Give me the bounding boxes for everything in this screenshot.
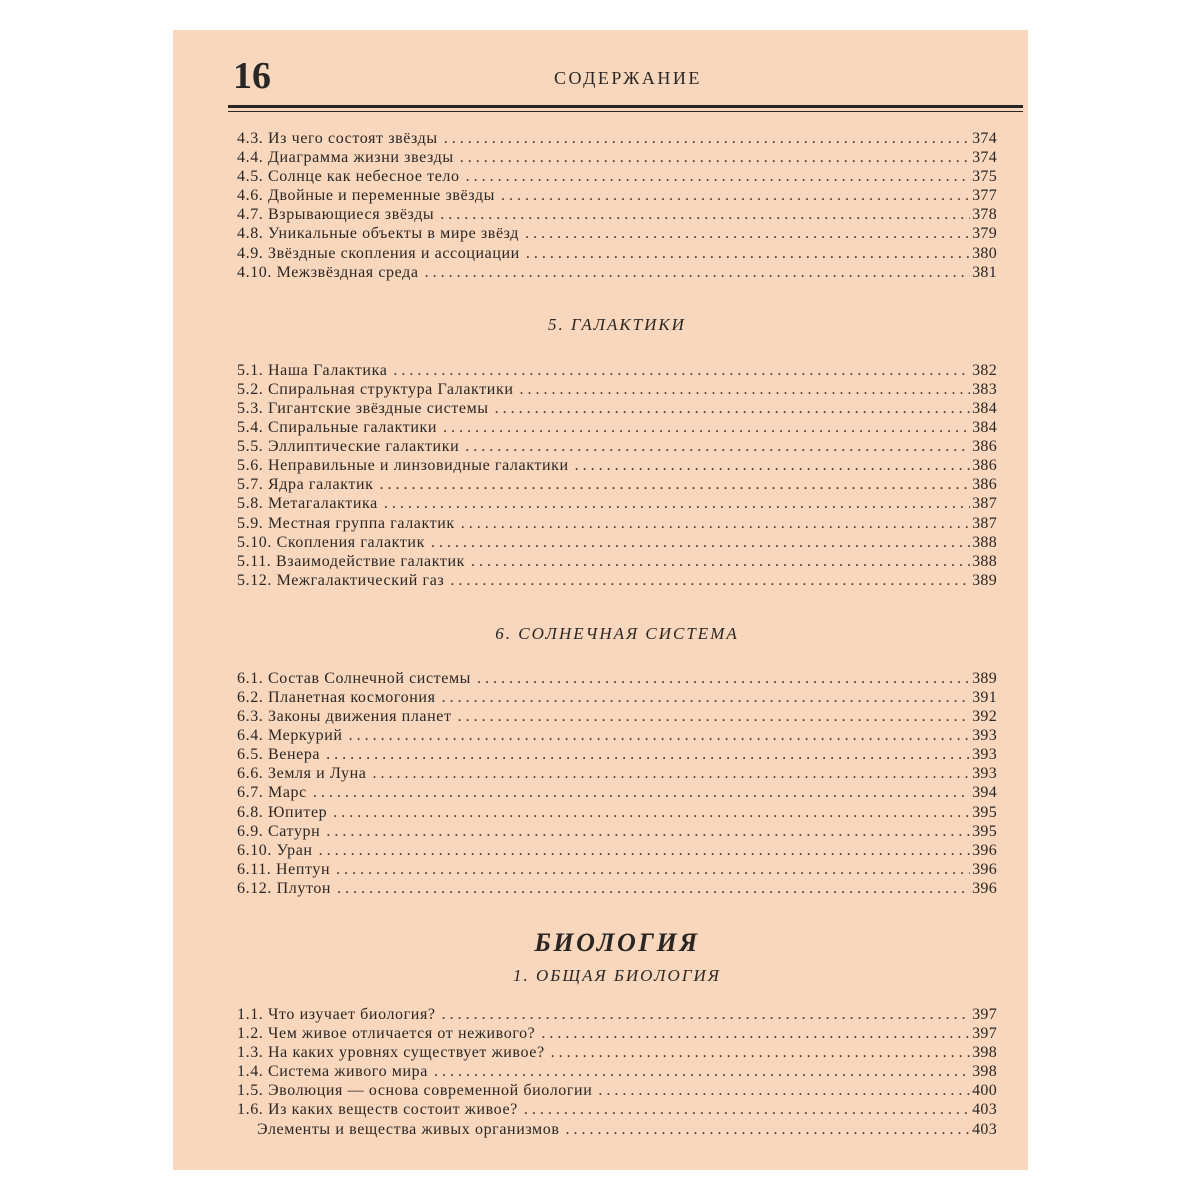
toc-entry-label: Элементы и вещества живых организмов: [257, 1120, 560, 1138]
page-header: [233, 54, 1023, 104]
dot-leader: [458, 707, 971, 726]
toc-entry: [237, 803, 997, 822]
dot-leader: [575, 456, 970, 475]
toc-entry-label: 6.3. Законы движения планет: [237, 708, 452, 726]
toc-entry-label: 6.4. Меркурий: [237, 727, 343, 745]
toc-entry-page: 397: [972, 1025, 997, 1043]
toc-entry-page: 400: [972, 1082, 997, 1100]
section-heading-solar-system: 6. СОЛНЕЧНАЯ СИСТЕМА: [495, 623, 739, 643]
toc-entry: [237, 456, 997, 475]
dot-leader: [442, 1005, 970, 1024]
toc-entry-page: 378: [972, 206, 997, 224]
header-rule-thin: [228, 111, 1023, 112]
toc-entry-page: 395: [972, 822, 997, 840]
toc-entry-page: 395: [972, 803, 997, 821]
toc-entry-label: 1.5. Эволюция — основа современной биологии: [237, 1082, 593, 1100]
toc-entry: [237, 1081, 997, 1100]
dot-leader: [313, 783, 970, 802]
toc-entry-page: 397: [972, 1006, 997, 1023]
toc-entry: [237, 822, 997, 841]
toc-entry-page: 388: [972, 533, 997, 551]
toc-entry-page: 393: [972, 765, 997, 783]
dot-leader: [326, 745, 970, 764]
section-heading-galaxies: 5. ГАЛАКТИКИ: [548, 314, 686, 334]
toc-entry-label: 4.6. Двойные и переменные звёзды: [237, 187, 495, 205]
toc-entry-label: 5.11. Взаимодействие галактик: [237, 552, 466, 570]
toc-entry-page: 386: [972, 476, 997, 494]
toc-entry-page: 392: [972, 708, 997, 726]
part-heading-biology: БИОЛОГИЯ: [534, 928, 700, 957]
toc-entry-label: 5.10. Скопления галактик: [237, 533, 425, 551]
toc-entry-label: 1.6. Из каких веществ состоит живое?: [237, 1101, 518, 1119]
toc-entry: [237, 1100, 997, 1119]
toc-group-solar-system: [237, 669, 997, 898]
toc-entry: [237, 494, 997, 513]
toc-entry-label: 5.2. Спиральная структура Галактики: [237, 380, 514, 398]
dot-leader: [524, 1100, 970, 1119]
dot-leader: [465, 437, 970, 456]
toc-entry: [237, 1043, 997, 1062]
toc-entry: [237, 437, 997, 456]
toc-entry-label: 1.4. Система живого мира: [237, 1063, 428, 1081]
dot-leader: [434, 1062, 970, 1081]
toc-entry-label: 4.7. Взрывающиеся звёзды: [237, 206, 435, 224]
toc-entry-page: 398: [972, 1063, 997, 1081]
dot-leader: [336, 860, 970, 879]
toc-entry-label: 5.7. Ядра галактик: [237, 476, 374, 494]
dot-leader: [443, 418, 970, 437]
toc-entry-label: 6.10. Уран: [237, 841, 313, 859]
header-rule-thick: [228, 105, 1023, 108]
toc-entry-label: 5.6. Неправильные и линзовидные галактики: [237, 457, 569, 475]
toc-entry-page: 374: [972, 130, 997, 147]
dot-leader: [393, 361, 970, 380]
dot-leader: [541, 1024, 970, 1043]
book-page: [173, 30, 1028, 1170]
toc-entry-label: 5.3. Гигантские звёздные системы: [237, 399, 489, 417]
dot-leader: [461, 514, 970, 533]
dot-leader: [326, 822, 970, 841]
toc-entry: [237, 745, 997, 764]
toc-entry: [237, 1024, 997, 1043]
running-title: СОДЕРЖАНИЕ: [554, 68, 702, 88]
toc-entry: [237, 399, 997, 418]
dot-leader: [319, 841, 971, 860]
dot-leader: [431, 533, 970, 552]
toc-entry-page: 386: [972, 457, 997, 475]
toc-group-stars: [237, 129, 997, 282]
toc-entry-label: 5.12. Межгалактический газ: [237, 571, 445, 589]
toc-entry-page: 393: [972, 727, 997, 745]
toc-entry-page: 380: [972, 244, 997, 262]
toc-entry: [237, 879, 997, 898]
toc-entry: [237, 263, 997, 282]
toc-entry-page: 389: [972, 669, 997, 687]
toc-entry-label: 5.8. Метагалактика: [237, 495, 378, 513]
dot-leader: [501, 186, 970, 205]
toc-entry-label: 4.4. Диаграмма жизни звезды: [237, 149, 454, 167]
dot-leader: [566, 1120, 971, 1139]
toc-entry: [237, 205, 997, 224]
toc-entry-label: 5.5. Эллиптические галактики: [237, 438, 460, 456]
dot-leader: [380, 475, 971, 494]
toc-entry: [237, 148, 997, 167]
toc-entry-label: 6.2. Планетная космогония: [237, 688, 436, 706]
dot-leader: [598, 1081, 970, 1100]
toc-entry: [237, 475, 997, 494]
dot-leader: [425, 263, 971, 282]
dot-leader: [495, 399, 970, 418]
toc-entry: [237, 841, 997, 860]
toc-entry-page: 387: [972, 514, 997, 532]
section-heading-general-biology: 1. ОБЩАЯ БИОЛОГИЯ: [513, 966, 721, 985]
toc-entry: [237, 1062, 997, 1081]
toc-entry-page: 375: [972, 168, 997, 186]
dot-leader: [372, 764, 970, 783]
toc-entry: [237, 380, 997, 399]
toc-entry-page: 403: [972, 1101, 997, 1119]
toc-entry: [237, 514, 997, 533]
toc-subentry: [237, 1120, 997, 1139]
dot-leader: [477, 669, 970, 688]
toc-entry: [237, 669, 997, 688]
toc-entry-page: 403: [972, 1120, 997, 1138]
toc-entry-page: 391: [972, 688, 997, 706]
toc-entry: [237, 244, 997, 263]
toc-content: [237, 129, 997, 1139]
toc-entry-page: 374: [972, 149, 997, 167]
toc-entry-page: 389: [972, 571, 997, 589]
dot-leader: [444, 129, 970, 148]
dot-leader: [520, 380, 971, 399]
toc-entry-page: 393: [972, 746, 997, 764]
dot-leader: [466, 167, 970, 186]
page-number: 16: [233, 55, 271, 97]
dot-leader: [526, 244, 970, 263]
dot-leader: [450, 571, 970, 590]
toc-entry-page: 379: [972, 225, 997, 243]
toc-entry-label: 6.7. Марс: [237, 784, 307, 802]
toc-entry-label: 1.2. Чем живое отличается от неживого?: [237, 1025, 536, 1043]
toc-entry-page: 384: [972, 419, 997, 437]
toc-entry-page: 383: [972, 380, 997, 398]
toc-entry: [237, 571, 997, 590]
toc-entry-page: 387: [972, 495, 997, 513]
toc-entry-label: 1.3. На каких уровнях существует живое?: [237, 1044, 545, 1062]
toc-entry: [237, 552, 997, 571]
toc-entry-label: 4.9. Звёздные скопления и ассоциации: [237, 244, 520, 262]
dot-leader: [471, 552, 970, 571]
toc-entry-page: 388: [972, 552, 997, 570]
toc-entry: [237, 783, 997, 802]
toc-entry: [237, 860, 997, 879]
toc-entry-page: 382: [972, 361, 997, 379]
dot-leader: [337, 879, 970, 898]
toc-entry-label: 6.8. Юпитер: [237, 803, 328, 821]
toc-entry: [237, 418, 997, 437]
dot-leader: [333, 803, 970, 822]
toc-group-general-biology: [237, 1005, 997, 1139]
dot-leader: [349, 726, 971, 745]
toc-entry-page: 394: [972, 784, 997, 802]
dot-leader: [384, 494, 970, 513]
toc-entry-label: 6.6. Земля и Луна: [237, 765, 367, 783]
dot-leader: [440, 205, 970, 224]
dot-leader: [460, 148, 970, 167]
toc-entry-label: 4.10. Межзвёздная среда: [237, 263, 419, 281]
toc-entry-page: 396: [972, 879, 997, 897]
toc-entry: [237, 764, 997, 783]
toc-entry-label: 6.9. Сатурн: [237, 822, 321, 840]
toc-entry-page: 386: [972, 438, 997, 456]
toc-entry-page: 384: [972, 399, 997, 417]
toc-entry-page: 398: [972, 1044, 997, 1062]
toc-entry: [237, 688, 997, 707]
toc-entry: [237, 224, 997, 243]
toc-entry: [237, 186, 997, 205]
toc-entry-page: 377: [972, 187, 997, 205]
dot-leader: [551, 1043, 970, 1062]
toc-entry-label: 4.5. Солнце как небесное тело: [237, 168, 460, 186]
toc-entry-label: 5.4. Спиральные галактики: [237, 419, 438, 437]
toc-entry: [237, 1005, 997, 1024]
dot-leader: [442, 688, 971, 707]
toc-entry: [237, 361, 997, 380]
toc-entry-page: 381: [972, 263, 997, 281]
toc-entry-label: 6.12. Плутон: [237, 879, 332, 897]
toc-entry: [237, 726, 997, 745]
toc-entry-label: 6.5. Венера: [237, 746, 321, 764]
toc-group-galaxies: [237, 361, 997, 590]
toc-entry-page: 396: [972, 841, 997, 859]
toc-entry: [237, 533, 997, 552]
toc-entry-page: 396: [972, 860, 997, 878]
toc-entry-label: 1.1. Что изучает биология?: [237, 1006, 436, 1023]
toc-entry-label: 6.11. Нептун: [237, 860, 331, 878]
toc-entry-label: 4.8. Уникальные объекты в мире звёзд: [237, 225, 520, 243]
toc-entry-label: 5.9. Местная группа галактик: [237, 514, 455, 532]
dot-leader: [525, 224, 970, 243]
toc-entry-label: 5.1. Наша Галактика: [237, 361, 388, 379]
toc-entry: [237, 129, 997, 148]
toc-entry: [237, 707, 997, 726]
toc-entry-label: 4.3. Из чего состоят звёзды: [237, 130, 438, 147]
toc-entry-label: 6.1. Состав Солнечной системы: [237, 669, 472, 687]
toc-entry: [237, 167, 997, 186]
